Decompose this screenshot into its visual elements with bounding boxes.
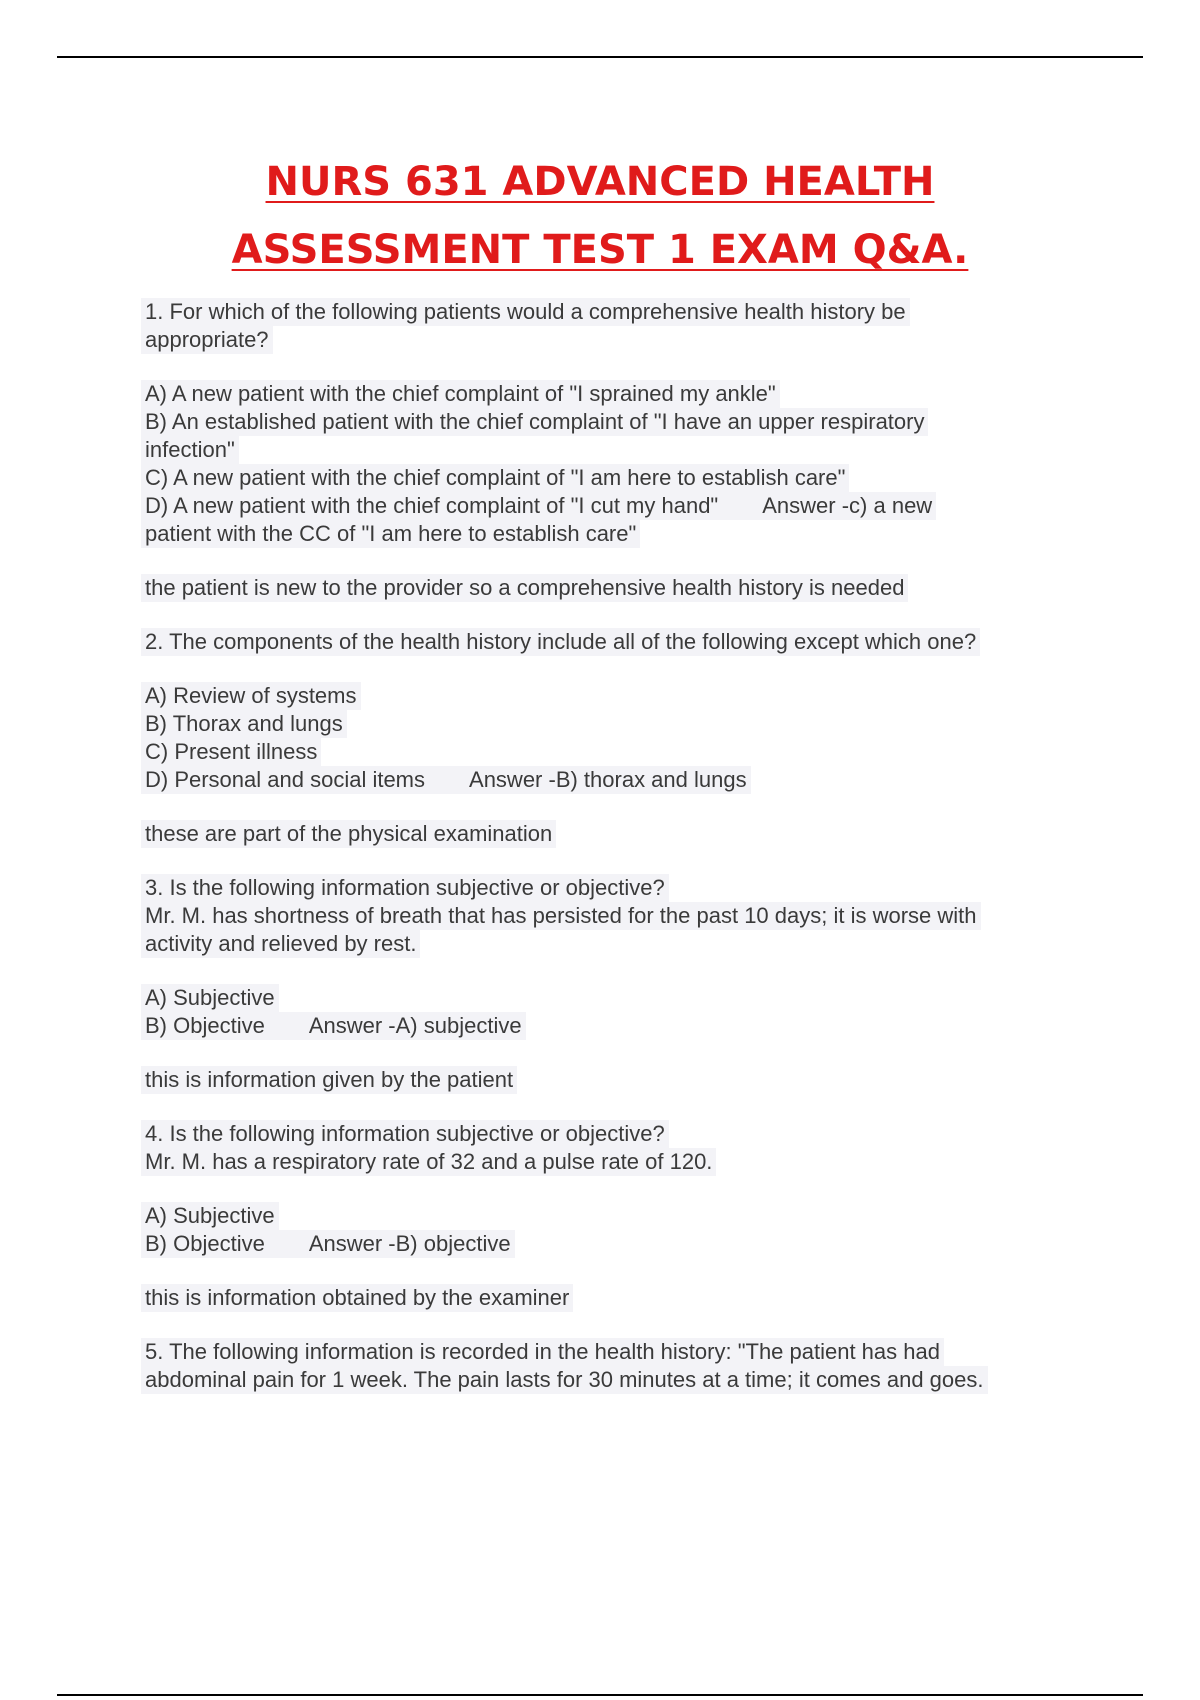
option-a: A) Subjective — [141, 984, 279, 1012]
question-4 — [145, 1120, 1075, 1312]
option-b: B) Thorax and lungs — [141, 710, 347, 738]
question-text: 2. The components of the health history include all of the following except which one? — [141, 628, 980, 656]
title-line-2: ASSESSMENT TEST 1 EXAM Q&A. — [231, 227, 969, 273]
question-text: Mr. M. has shortness of breath that has persisted for the past 10 days; it is worse with — [141, 902, 981, 930]
bottom-rule — [57, 1694, 1143, 1696]
option-d: D) A new patient with the chief complaint of "I cut my hand" — [145, 493, 719, 518]
option-b: infection" — [141, 436, 239, 464]
option-b: B) Objective — [145, 1013, 265, 1038]
exam-content — [145, 298, 1075, 1394]
answer: Answer -c) a new — [762, 493, 933, 518]
option-b: B) An established patient with the chief complaint of "I have an upper respiratory — [141, 408, 928, 436]
top-rule — [57, 56, 1143, 58]
rationale: these are part of the physical examination — [141, 820, 556, 848]
rationale: the patient is new to the provider so a comprehensive health history is needed — [141, 574, 908, 602]
rationale: this is information given by the patient — [141, 1066, 517, 1094]
answer: Answer -A) subjective — [308, 1013, 522, 1038]
answer: patient with the CC of "I am here to establish care" — [141, 520, 640, 548]
option-b: B) Objective — [145, 1231, 265, 1256]
question-3 — [145, 874, 1075, 1094]
question-text: 3. Is the following information subjective or objective? — [141, 874, 669, 902]
document-title — [0, 148, 1200, 284]
title-line-1: NURS 631 ADVANCED HEALTH — [265, 159, 935, 205]
option-c: C) A new patient with the chief complaint of "I am here to establish care" — [141, 464, 849, 492]
answer: Answer -B) objective — [308, 1231, 511, 1256]
question-text: activity and relieved by rest. — [141, 930, 420, 958]
option-a: A) Review of systems — [141, 682, 361, 710]
question-text: 1. For which of the following patients would a comprehensive health history be — [141, 298, 910, 326]
question-text: Mr. M. has a respiratory rate of 32 and a pulse rate of 120. — [141, 1148, 716, 1176]
option-d: D) Personal and social items — [145, 767, 426, 792]
question-text: appropriate? — [141, 326, 273, 354]
option-a: A) Subjective — [141, 1202, 279, 1230]
question-2 — [145, 628, 1075, 848]
option-a: A) A new patient with the chief complaint of "I sprained my ankle" — [141, 380, 780, 408]
rationale: this is information obtained by the examiner — [141, 1284, 573, 1312]
option-c: C) Present illness — [141, 738, 321, 766]
question-text: 5. The following information is recorded in the health history: "The patient has had — [141, 1338, 944, 1366]
answer: Answer -B) thorax and lungs — [469, 767, 747, 792]
question-text: abdominal pain for 1 week. The pain lasts for 30 minutes at a time; it comes and goes. — [141, 1366, 988, 1394]
question-1 — [145, 298, 1075, 602]
question-5 — [145, 1338, 1075, 1394]
question-text: 4. Is the following information subjective or objective? — [141, 1120, 669, 1148]
